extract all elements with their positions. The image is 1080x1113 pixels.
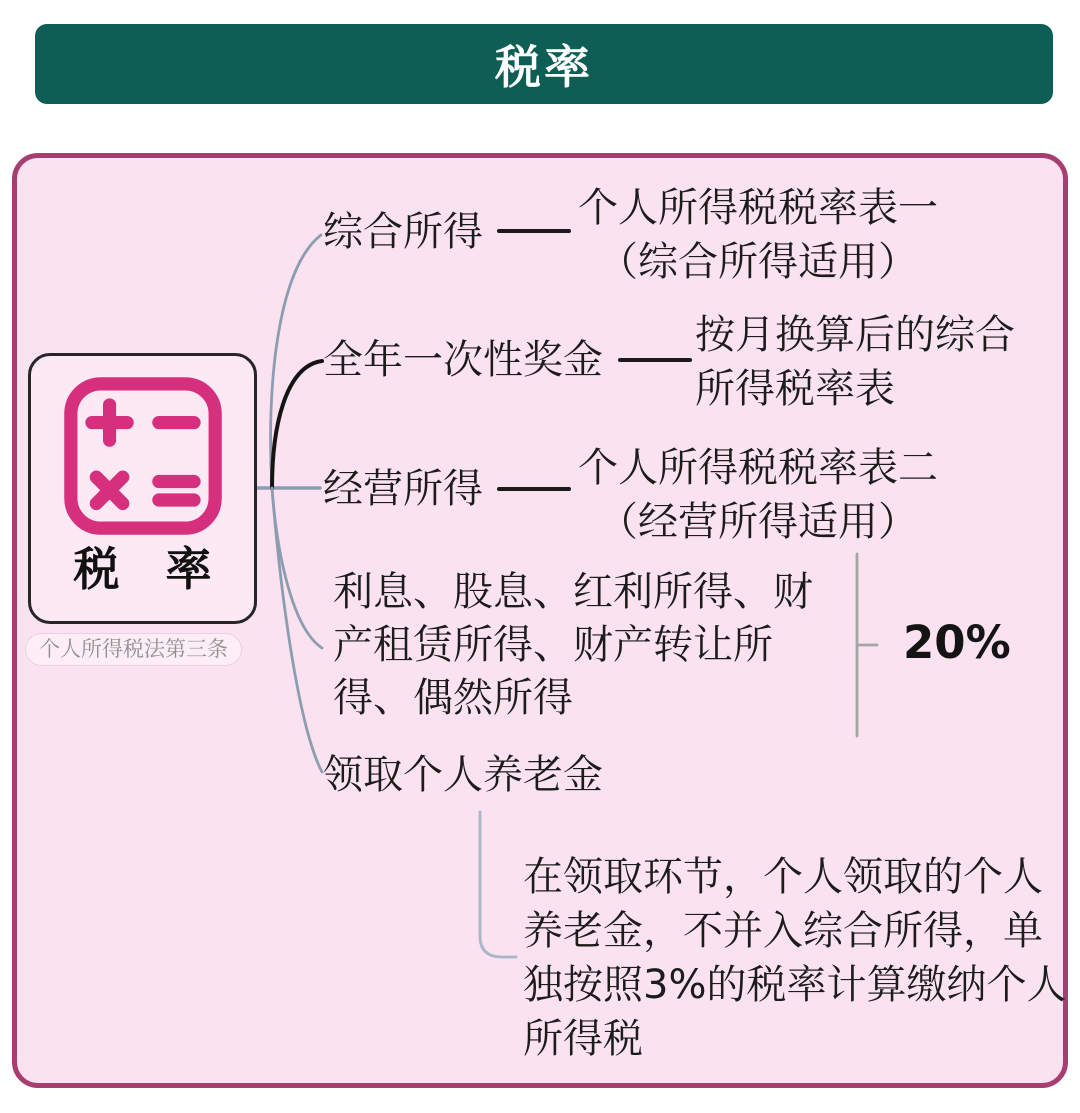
- branch-label-interest-dividends: [333, 566, 813, 725]
- label-line: 产租赁所得、财产转让所: [333, 622, 773, 668]
- equals-glyph: [158, 482, 193, 500]
- branch-value-comprehensive-income: [577, 181, 939, 289]
- law-reference-badge: 个人所得税法第三条: [25, 633, 242, 666]
- value-line: 个人所得税税率表二: [578, 445, 938, 491]
- branch-dash: [497, 487, 571, 491]
- value-line: （综合所得适用）: [598, 239, 918, 285]
- branch-label-comprehensive-income: 综合所得: [323, 209, 483, 255]
- pension-note: [523, 850, 1066, 1066]
- branch-value-business-income: [577, 441, 939, 549]
- center-node: [28, 353, 257, 624]
- branch-dash: [618, 358, 692, 362]
- value-line: （经营所得适用）: [598, 499, 918, 545]
- value-line: 按月换算后的综合: [695, 312, 1015, 358]
- label-line: 得、偶然所得: [333, 675, 573, 721]
- label-line: 利息、股息、红利所得、财: [333, 569, 813, 615]
- branch-label-business-income: 经营所得: [323, 466, 483, 512]
- plus-glyph: [91, 405, 126, 440]
- center-node-label: 税 率: [73, 542, 212, 596]
- note-line: 在领取环节，个人领取的个人: [523, 854, 1043, 900]
- multiply-glyph: [96, 477, 122, 503]
- branch-label-annual-bonus: 全年一次性奖金: [323, 337, 603, 383]
- branch-dash: [497, 229, 571, 233]
- value-line: 所得税率表: [695, 366, 895, 412]
- calculator-icon: [55, 368, 231, 544]
- page-title: 税率: [35, 24, 1053, 104]
- branch-label-pension: 领取个人养老金: [323, 752, 603, 798]
- rate-20-percent: 20%: [903, 616, 1011, 669]
- note-line: 所得税: [523, 1016, 643, 1062]
- note-line: 独按照3%的税率计算缴纳个人: [523, 962, 1067, 1008]
- note-line: 养老金，不并入综合所得，单: [523, 908, 1043, 954]
- value-line: 个人所得税税率表一: [578, 185, 938, 231]
- branch-value-annual-bonus: [695, 308, 1015, 416]
